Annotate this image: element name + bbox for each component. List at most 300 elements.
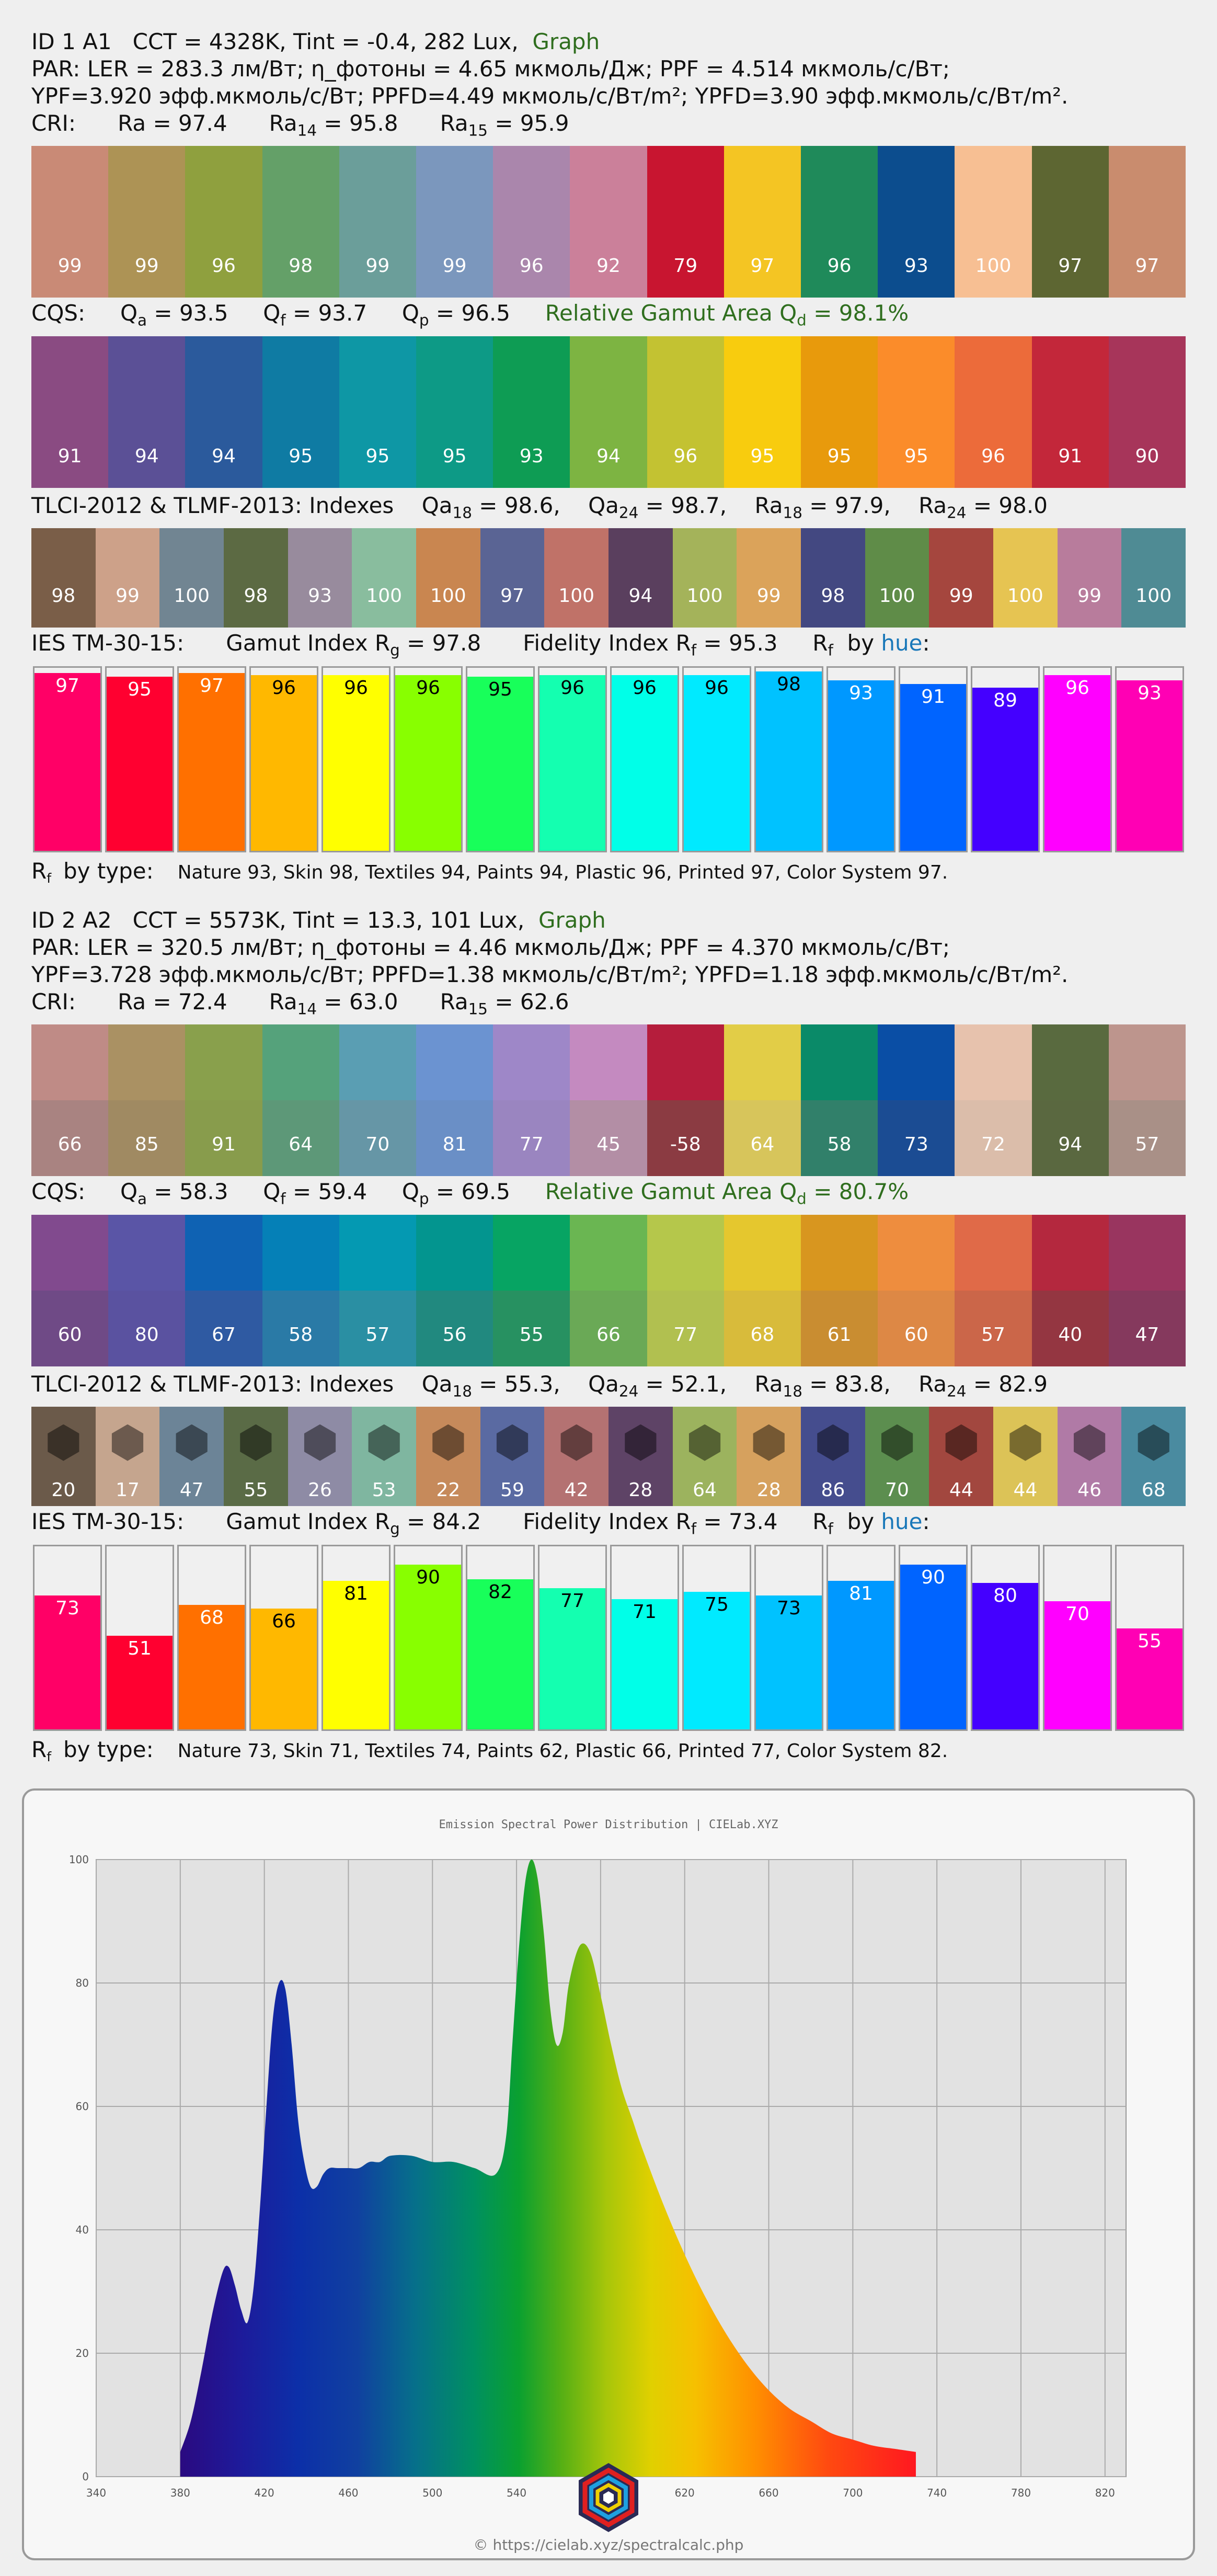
tlci-swatch	[1121, 528, 1186, 628]
cri-swatch	[1032, 146, 1109, 298]
qa-sub: a	[137, 311, 147, 329]
tlci-swatch	[608, 1407, 673, 1506]
cri-swatch	[570, 1024, 647, 1176]
tm30-bar-fill	[467, 677, 533, 851]
tm30-bar-value: 93	[1138, 682, 1162, 704]
tlci-ra18-sub: 18	[783, 504, 802, 522]
hexagon-icon	[943, 1424, 980, 1461]
cqs-qf: 59.4	[318, 1179, 368, 1205]
cqs-value: 55	[519, 1324, 544, 1346]
tlci-swatch	[993, 1407, 1058, 1506]
cqs-value: 57	[365, 1324, 390, 1346]
tm30-hue-bar	[394, 1545, 463, 1731]
cqs-swatch	[108, 336, 185, 488]
tm30-bar-value: 96	[705, 677, 729, 699]
par-line: PAR: LER = 283.3 лм/Вт; η_фотоны = 4.65 мкмоль/Дж; PPF = 4.514 мкмоль/с/Вт;	[31, 56, 950, 82]
y-tick-label: 0	[82, 2470, 89, 2483]
hexagon-icon	[45, 1424, 82, 1461]
cri-swatch-row	[31, 1024, 1186, 1176]
tm30-bar-fill	[539, 675, 605, 851]
rf-type-line	[0, 858, 1217, 892]
tlci-value: 53	[372, 1479, 396, 1501]
cri-swatch	[108, 1024, 185, 1176]
cqs-qf: 93.7	[318, 300, 368, 326]
cri-swatch	[878, 146, 955, 298]
tlci-swatch	[673, 1407, 737, 1506]
tm30-hue-bar	[754, 1545, 823, 1731]
tlci-value: 100	[879, 585, 915, 607]
tlci-ra18-label: Ra	[754, 1371, 783, 1397]
cqs-value: 95	[365, 445, 390, 467]
tlci-value: 99	[116, 585, 140, 607]
cri-ra15: 62.6	[520, 989, 569, 1015]
cqs-swatch	[416, 1215, 493, 1366]
cri-ra: Ra = 72.4	[118, 989, 227, 1015]
spectral-power-chart	[24, 1791, 1193, 2558]
rf-hue-sub: f	[828, 641, 833, 659]
cqs-swatch	[31, 336, 108, 488]
tm30-bar-fill	[828, 680, 894, 851]
cqs-qa: 58.3	[179, 1179, 228, 1205]
cri-swatch	[955, 146, 1031, 298]
tlci-swatch	[159, 528, 224, 628]
tlci-value: 44	[949, 1479, 973, 1501]
cqs-label: CQS:	[31, 1179, 86, 1205]
cri-value: 97	[1058, 255, 1083, 277]
x-tick-label: 660	[759, 2487, 779, 2499]
cqs-value: 91	[58, 445, 82, 467]
tm30-bar-fill	[1044, 675, 1110, 851]
tlci-ra24-label: Ra	[919, 1371, 947, 1397]
cqs-swatch	[724, 1215, 801, 1366]
tlci-qa24: 98.7,	[671, 492, 727, 518]
tm30-hue-bar	[682, 1545, 751, 1731]
cri-value: 100	[975, 255, 1012, 277]
x-tick-label: 780	[1011, 2487, 1031, 2499]
cqs-swatch	[262, 336, 339, 488]
tlci-swatch	[352, 528, 416, 628]
cri-swatch	[955, 1024, 1031, 1176]
tm30-bar-value: 98	[777, 673, 801, 695]
cri-swatch	[262, 146, 339, 298]
tm30-hue-bar	[971, 1545, 1040, 1731]
tlci-qa24: 52.1,	[671, 1371, 727, 1397]
tlci-value: 26	[308, 1479, 332, 1501]
tlci-swatch	[801, 1407, 865, 1506]
tm30-bar-fill	[323, 1581, 389, 1729]
cri-swatch	[185, 146, 262, 298]
tlci-value: 93	[308, 585, 332, 607]
y-tick-label: 60	[75, 2100, 89, 2113]
tlci-ra18-label: Ra	[754, 492, 783, 518]
tlci-value: 100	[686, 585, 723, 607]
cqs-swatch	[262, 1215, 339, 1366]
tlci-value: 99	[756, 585, 781, 607]
tm30-bar-fill	[539, 1588, 605, 1729]
tlci-swatch	[224, 1407, 288, 1506]
tm30-bar-fill	[756, 1595, 822, 1729]
qa-label: Q	[120, 1179, 138, 1205]
cqs-swatch	[801, 1215, 878, 1366]
rg-sub: g	[390, 641, 400, 659]
hexagon-icon	[879, 1424, 915, 1461]
qd-sub: d	[797, 311, 807, 329]
hexagon-icon	[1135, 1424, 1172, 1461]
tm30-bar-fill	[1117, 680, 1182, 851]
tlci-value: 100	[430, 585, 466, 607]
cqs-value: 47	[1135, 1324, 1159, 1346]
tm30-line: IES TM-30-15: Gamut Index $R_g = 84.2$ Fidelity Index $R_f = 73.4$ $R_f$ by hue:	[31, 1509, 930, 1538]
tlci-value: 94	[628, 585, 653, 607]
cqs-value: 93	[519, 445, 544, 467]
rf-type-values: Nature 93, Skin 98, Textiles 94, Paints 94, Plastic 96, Printed 97, Color System 97.	[177, 861, 948, 883]
par-line: PAR: LER = 320.5 лм/Вт; η_фотоны = 4.46 мкмоль/Дж; PPF = 4.370 мкмоль/с/Вт;	[31, 934, 950, 960]
tlci-value: 99	[1077, 585, 1101, 607]
qa-label: Q	[120, 300, 138, 326]
ies-rf: = 73.4	[703, 1509, 778, 1535]
by-word: by	[847, 1509, 875, 1535]
tm30-hue-bar	[177, 1545, 246, 1731]
tm30-line: IES TM-30-15: Gamut Index $R_g = 97.8$ Fidelity Index $R_f = 95.3$ $R_f$ by hue:	[31, 630, 930, 659]
cqs-swatch	[31, 1215, 108, 1366]
tlci-qa18-label: Qa	[421, 492, 453, 518]
cqs-value: 95	[289, 445, 313, 467]
cri-value: 64	[750, 1134, 775, 1156]
qa-sub: a	[137, 1190, 147, 1208]
cqs-value: 67	[212, 1324, 236, 1346]
rf-hue-label: R	[812, 630, 828, 656]
tm30-bar-fill	[972, 1583, 1038, 1729]
measurement-block-2	[0, 907, 1217, 1771]
tm30-bar-fill	[107, 677, 173, 851]
tm30-bar-value: 96	[344, 677, 368, 699]
title-line	[0, 28, 1217, 55]
tm30-bar-fill	[828, 1581, 894, 1729]
cqs-swatch	[1109, 1215, 1186, 1366]
tm30-bar-fill	[684, 675, 750, 851]
cri-ra: Ra = 97.4	[118, 110, 227, 136]
ypf-line: YPF=3.728 эфф.мкмоль/с/Вт; PPFD=1.38 мкмоль/с/Вт/m²; YPFD=1.18 эфф.мкмоль/с/Вт/m².	[31, 962, 1069, 987]
rf-by-type-label: by type:	[63, 1736, 154, 1762]
cri-ra14: 95.8	[349, 110, 398, 136]
tlci-value: 98	[821, 585, 845, 607]
hexagon-icon	[109, 1424, 146, 1461]
tm30-bar-fill	[1044, 1601, 1110, 1729]
tlci-swatch-row	[31, 1407, 1186, 1506]
cri-value: 99	[365, 255, 390, 277]
hexagon-icon	[686, 1424, 723, 1461]
cri-swatch	[416, 146, 493, 298]
x-tick-label: 820	[1095, 2487, 1115, 2499]
by-word: by	[847, 630, 875, 656]
cri-swatch	[1032, 1024, 1109, 1176]
cri-swatch	[416, 1024, 493, 1176]
cqs-value: 94	[212, 445, 236, 467]
rg-sub: g	[390, 1520, 400, 1538]
cri-swatch	[493, 146, 570, 298]
chart-footer: © https://cielab.xyz/spectralcalc.php	[473, 2536, 744, 2554]
tm30-bar-fill	[684, 1592, 750, 1729]
cqs-value: 94	[134, 445, 159, 467]
cqs-swatch	[108, 1215, 185, 1366]
tlci-swatch	[1058, 528, 1122, 628]
tlci-swatch	[737, 528, 801, 628]
tm30-hue-bar	[322, 666, 391, 852]
cqs-swatch-row	[31, 336, 1186, 488]
x-tick-label: 460	[338, 2487, 359, 2499]
hexagon-icon	[1007, 1424, 1043, 1461]
cri-value: 72	[981, 1134, 1005, 1156]
hexagon-icon	[430, 1424, 466, 1461]
rf-type-r: R	[31, 1736, 47, 1762]
x-tick-label: 380	[170, 2487, 190, 2499]
tm30-bar-value: 96	[560, 677, 584, 699]
tlci-value: 100	[1135, 585, 1172, 607]
tm30-bar-fill	[179, 1605, 245, 1729]
cri-swatch	[31, 146, 108, 298]
cqs-line: CQS: $Q_a = 93.5$ $Q_f = 93.7$ $Q_p = 96.5$ Relative Gamut Area $Q_d = 98.1\%$	[31, 300, 909, 329]
qp-label: Q	[401, 300, 419, 326]
tm30-hue-bar	[826, 666, 895, 852]
tm30-hue-bar	[394, 666, 463, 852]
cqs-swatch	[955, 1215, 1031, 1366]
tlci-value: 17	[116, 1479, 140, 1501]
tm30-bar-fill	[900, 1565, 966, 1729]
tlci-swatch	[544, 1407, 608, 1506]
tlci-swatch	[544, 528, 608, 628]
x-tick-label: 700	[843, 2487, 863, 2499]
hexagon-icon	[1071, 1424, 1108, 1461]
tm30-bar-value: 95	[128, 679, 152, 701]
cri-swatch-row	[31, 146, 1186, 298]
tlci-ra24: 82.9	[998, 1371, 1048, 1397]
tlci-ra18-sub: 18	[783, 1382, 802, 1400]
cqs-value: 96	[673, 445, 698, 467]
tlci-value: 100	[558, 585, 595, 607]
graph-link[interactable]: Graph	[532, 29, 600, 54]
cri-swatch	[185, 1024, 262, 1176]
cri-value: 66	[58, 1134, 82, 1156]
tlci-swatch	[929, 1407, 993, 1506]
tm30-hue-bar	[33, 1545, 102, 1731]
hue-word: hue	[881, 1509, 923, 1535]
tlci-line: TLCI-2012 & TLMF-2013: Indexes $Qa_{18} = 55.3$, $Qa_{24} = 52.1$, $Ra_{18} = 83.8$, $Ra_{24} = 82.9$	[31, 1371, 1048, 1400]
tlci-value: 22	[436, 1479, 461, 1501]
cqs-qp: 96.5	[461, 300, 510, 326]
rf-type-r: R	[31, 858, 47, 884]
y-tick-labels	[69, 1853, 89, 2483]
hexagon-icon	[302, 1424, 338, 1461]
cri-value: 73	[904, 1134, 928, 1156]
ra14-sub: 14	[297, 121, 317, 140]
cqs-swatch	[416, 336, 493, 488]
cri-value: 94	[1058, 1134, 1083, 1156]
tlci-swatch	[480, 528, 545, 628]
cqs-value: 66	[596, 1324, 621, 1346]
cqs-swatch	[1032, 336, 1109, 488]
cqs-value: 90	[1135, 445, 1159, 467]
tlci-ra24-sub: 24	[947, 1382, 967, 1400]
spectral-chart-panel	[22, 1788, 1195, 2560]
ra15-sub: 15	[468, 1000, 488, 1018]
gamut-index-label: Gamut Index R	[226, 1509, 391, 1535]
cqs-swatch	[647, 336, 724, 488]
tlci-ra24-sub: 24	[947, 504, 967, 522]
tm30-bar-value: 97	[55, 675, 79, 697]
rf-type-line	[0, 1736, 1217, 1771]
cqs-swatch	[801, 336, 878, 488]
cri-swatch	[801, 146, 878, 298]
qp-sub: p	[419, 1190, 429, 1208]
tlci-value: 100	[366, 585, 403, 607]
tm30-hue-bar	[105, 1545, 174, 1731]
cri-value: 79	[673, 255, 698, 277]
tlci-value: 64	[693, 1479, 717, 1501]
tm30-bar-value: 90	[921, 1566, 945, 1588]
cqs-swatch	[185, 1215, 262, 1366]
tm30-hue-bar	[249, 666, 318, 852]
tm30-bar-fill	[467, 1579, 533, 1729]
tlci-value: 59	[500, 1479, 524, 1501]
qf-sub: f	[280, 311, 286, 329]
hexagon-icon	[366, 1424, 403, 1461]
tlci-swatch	[96, 1407, 160, 1506]
cri-swatch	[262, 1024, 339, 1176]
tm30-bar-fill	[35, 673, 100, 851]
gamut-value: = 98.1%	[813, 300, 909, 326]
tm30-hue-bar	[177, 666, 246, 852]
tlci-value: 99	[949, 585, 973, 607]
cri-value: -58	[670, 1134, 701, 1156]
graph-link[interactable]: Graph	[538, 907, 606, 933]
x-tick-label: 540	[506, 2487, 527, 2499]
tm30-bar-fill	[179, 673, 245, 851]
hexagon-icon	[174, 1424, 210, 1461]
x-tick-label: 500	[422, 2487, 443, 2499]
tm30-bar-value: 66	[272, 1610, 296, 1632]
measurement-params: CCT = 4328K, Tint = -0.4, 282 Lux,	[132, 29, 519, 54]
qp-label: Q	[401, 1179, 419, 1205]
x-tick-label: 340	[86, 2487, 107, 2499]
cri-value: 96	[212, 255, 236, 277]
tm30-bar-value: 95	[488, 679, 512, 701]
tm30-hue-bar	[466, 1545, 535, 1731]
ies-rf: = 95.3	[703, 630, 778, 656]
tm30-hue-bar	[1115, 666, 1184, 852]
tlci-value: 47	[179, 1479, 204, 1501]
cqs-line: CQS: $Q_a = 58.3$ $Q_f = 59.4$ $Q_p = 69.5$ Relative Gamut Area $Q_d = 80.7\%$	[31, 1179, 909, 1208]
hexagon-icon	[814, 1424, 851, 1461]
tm30-bar-fill	[395, 1565, 461, 1729]
cqs-swatch	[1109, 336, 1186, 488]
tlci-swatch	[352, 1407, 416, 1506]
cqs-value: 40	[1058, 1324, 1083, 1346]
cri-label: CRI:	[31, 110, 76, 136]
tlci-swatch	[1058, 1407, 1122, 1506]
tlci-value: 100	[174, 585, 210, 607]
cqs-value: 95	[442, 445, 467, 467]
tm30-hue-bars	[31, 1545, 1186, 1731]
tm30-bar-value: 82	[488, 1581, 512, 1603]
hexagon-icon	[558, 1424, 595, 1461]
tlci-ra18: 83.8,	[834, 1371, 891, 1397]
tlci-swatch	[801, 528, 865, 628]
tm30-bar-fill	[107, 1636, 173, 1729]
cqs-swatch	[878, 336, 955, 488]
cri-swatch	[878, 1024, 955, 1176]
tm30-bar-value: 80	[993, 1585, 1017, 1606]
cri-value: 64	[289, 1134, 313, 1156]
tlci-swatch	[288, 528, 352, 628]
cqs-swatch	[878, 1215, 955, 1366]
ies-rg: = 84.2	[407, 1509, 481, 1535]
chart-title: Emission Spectral Power Distribution | CIELab.XYZ	[439, 1818, 778, 1831]
tlci-qa18: 98.6,	[504, 492, 560, 518]
cqs-swatch	[647, 1215, 724, 1366]
cqs-value: 95	[904, 445, 928, 467]
gamut-index-label: Gamut Index R	[226, 630, 391, 656]
tm30-bar-value: 51	[128, 1638, 152, 1660]
tm30-hue-bar	[538, 666, 607, 852]
cqs-value: 95	[827, 445, 852, 467]
tm30-bar-value: 73	[55, 1598, 79, 1620]
tlci-value: 28	[756, 1479, 781, 1501]
tm30-hue-bar	[249, 1545, 318, 1731]
cri-swatch	[1109, 146, 1186, 298]
title-line	[0, 907, 1217, 934]
tlci-swatch-row	[31, 528, 1186, 628]
tm30-bar-value: 97	[200, 675, 224, 697]
tlci-qa24-sub: 24	[618, 1382, 639, 1400]
cri-value: 97	[750, 255, 775, 277]
cri-swatch	[570, 146, 647, 298]
y-tick-label: 80	[75, 1977, 89, 1989]
cqs-value: 95	[750, 445, 775, 467]
cqs-swatch	[1032, 1215, 1109, 1366]
tlci-label: TLCI-2012 & TLMF-2013: Indexes	[31, 492, 394, 518]
rf-sub: f	[691, 641, 697, 659]
cri-value: 97	[1135, 255, 1159, 277]
tm30-bar-value: 96	[633, 677, 657, 699]
rf-hue-label: R	[812, 1509, 828, 1535]
tlci-value: 98	[244, 585, 268, 607]
tm30-bar-value: 96	[272, 677, 296, 699]
tlci-value: 44	[1013, 1479, 1038, 1501]
x-tick-label: 420	[254, 2487, 274, 2499]
cqs-value: 58	[289, 1324, 313, 1346]
cri-value: 85	[134, 1134, 159, 1156]
measurement-id: ID 1 A1	[31, 29, 112, 54]
tlci-value: 68	[1141, 1479, 1166, 1501]
cqs-value: 60	[58, 1324, 82, 1346]
cri-line: CRI: Ra = 72.4 $Ra_{14} = 63.0$ $Ra_{15} = 62.6$	[31, 989, 569, 1018]
tm30-bar-value: 75	[705, 1594, 729, 1616]
ra15-label: Ra	[440, 110, 468, 136]
x-tick-label: 620	[674, 2487, 695, 2499]
y-tick-label: 20	[75, 2347, 89, 2360]
tm30-hue-bars	[31, 666, 1186, 852]
tlci-swatch	[31, 528, 96, 628]
tlci-value: 100	[1007, 585, 1043, 607]
cqs-value: 94	[596, 445, 621, 467]
cri-value: 57	[1135, 1134, 1159, 1156]
cri-swatch	[724, 1024, 801, 1176]
x-tick-label: 740	[927, 2487, 947, 2499]
tm30-hue-bar	[899, 1545, 968, 1731]
tm30-bar-value: 96	[1065, 677, 1089, 699]
cri-value: 93	[904, 255, 928, 277]
ra14-sub: 14	[297, 1000, 317, 1018]
